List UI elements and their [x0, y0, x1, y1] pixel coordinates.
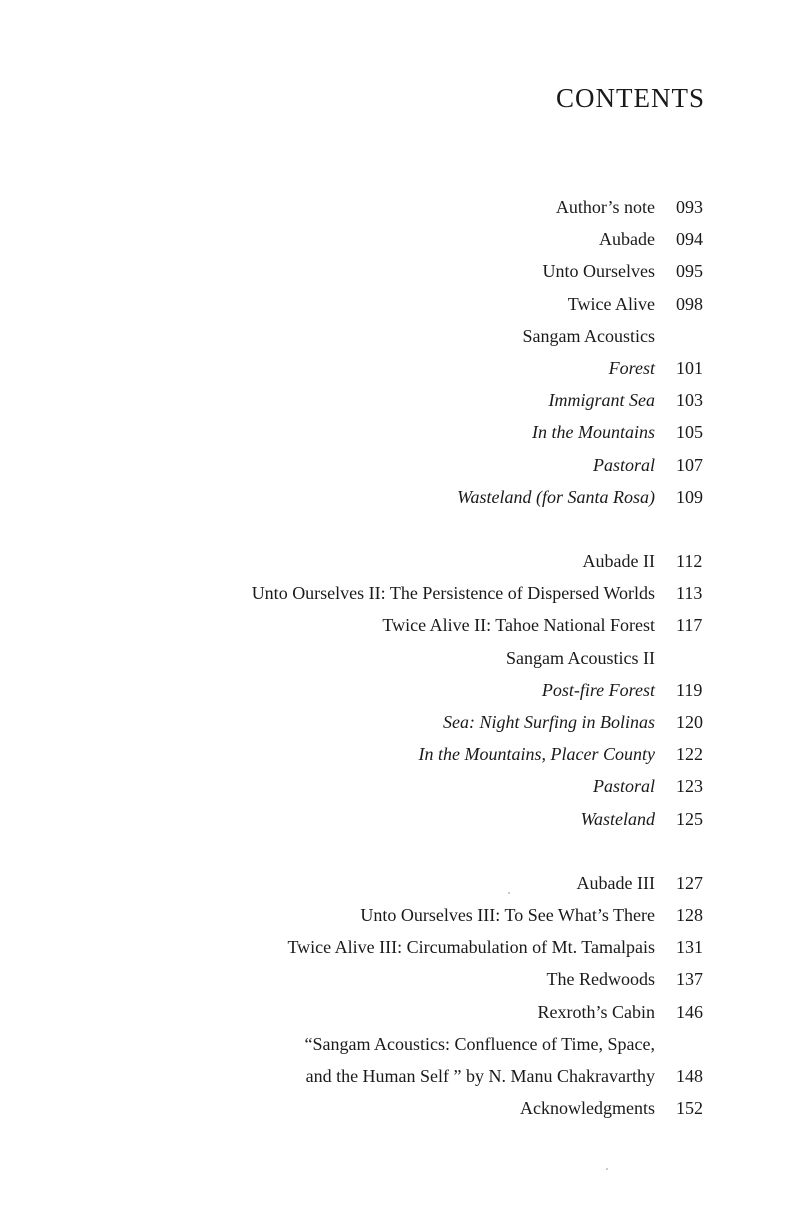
- toc-entry-page: 109: [676, 487, 703, 507]
- toc-entry-title: In the Mountains: [532, 422, 655, 442]
- toc-entry: [0, 352, 790, 384]
- toc-entry-title: Sangam Acoustics: [522, 326, 655, 346]
- toc-entry: [0, 996, 790, 1028]
- toc-entry-page: 146: [676, 1002, 703, 1022]
- toc-entry: [0, 931, 790, 963]
- toc-entry-title: Pastoral: [592, 455, 655, 475]
- toc-entry-page: 117: [676, 615, 703, 635]
- toc-entry: [0, 1028, 790, 1060]
- toc-entry: [0, 255, 790, 287]
- toc-entry: [0, 288, 790, 320]
- toc-entry: [0, 770, 790, 802]
- toc-entry-page: 107: [676, 455, 703, 475]
- toc-entry-page: 105: [676, 422, 703, 442]
- toc-entry: [0, 384, 790, 416]
- toc-entry-page: 148: [676, 1066, 703, 1086]
- toc-entry-page: 113: [676, 583, 703, 603]
- toc-entry: [0, 803, 790, 835]
- toc-entry-title: Sangam Acoustics II: [506, 648, 655, 668]
- toc-entry-title: Immigrant Sea: [548, 390, 655, 410]
- toc-entry: [0, 545, 790, 577]
- toc-entry: [0, 320, 790, 352]
- toc-entry: [0, 191, 790, 223]
- toc-entry: [0, 223, 790, 255]
- paper-speck: [508, 892, 510, 894]
- toc-entry-title: Aubade: [599, 229, 655, 249]
- toc-entry-title: Post-fire Forest: [541, 680, 655, 700]
- toc-entry-page: 101: [676, 358, 703, 378]
- toc-entry-page: 119: [676, 680, 703, 700]
- toc-entry: [0, 738, 790, 770]
- toc-entry-page: 120: [676, 712, 703, 732]
- toc-entry-title: The Redwoods: [546, 969, 655, 989]
- toc-entry: [0, 867, 790, 899]
- toc-entry-page: 094: [676, 229, 703, 249]
- toc-entry: [0, 481, 790, 513]
- toc-entry: [0, 963, 790, 995]
- toc-entry-page: 152: [676, 1098, 703, 1118]
- toc-entry: [0, 1060, 790, 1092]
- toc-entry-title: Twice Alive: [567, 294, 655, 314]
- toc-entry: [0, 1092, 790, 1124]
- toc-entry-title: Pastoral: [592, 776, 655, 796]
- toc-entry-title: Acknowledgments: [520, 1098, 655, 1118]
- toc-entry-page: 128: [676, 905, 703, 925]
- toc-entry-page: 137: [676, 969, 703, 989]
- toc-entry-title: Wasteland: [580, 809, 655, 829]
- toc-entry-title: Wasteland (for Santa Rosa): [457, 487, 655, 507]
- toc-entry-title: Rexroth’s Cabin: [537, 1002, 655, 1022]
- toc-entry-title: Unto Ourselves III: To See What’s There: [360, 905, 655, 925]
- toc-entry-page: 125: [676, 809, 703, 829]
- toc-entry: [0, 642, 790, 674]
- toc-entry: [0, 609, 790, 641]
- paper-speck: [606, 1168, 608, 1170]
- toc-entry-page: 122: [676, 744, 703, 764]
- toc-entry: [0, 899, 790, 931]
- toc-entry-title: “Sangam Acoustics: Confluence of Time, Space,: [304, 1034, 655, 1054]
- toc-entry-title: Sea: Night Surfing in Bolinas: [442, 712, 655, 732]
- toc-entry-page: 123: [676, 776, 703, 796]
- toc-entry-title: In the Mountains, Placer County: [418, 744, 655, 764]
- toc-entry-title: and the Human Self ” by N. Manu Chakravarthy: [305, 1066, 655, 1086]
- toc-entry-page: 095: [676, 261, 703, 281]
- toc-entry-title: Aubade II: [582, 551, 655, 571]
- toc-entry: [0, 449, 790, 481]
- toc-entry-page: 103: [676, 390, 703, 410]
- toc-entry-title: Twice Alive II: Tahoe National Forest: [382, 615, 655, 635]
- page-title: CONTENTS: [556, 83, 705, 113]
- toc-entry-title: Author’s note: [555, 197, 655, 217]
- toc-entry-title: Twice Alive III: Circumabulation of Mt. Tamalpais: [287, 937, 655, 957]
- toc-entry-page: 131: [676, 937, 703, 957]
- toc-entry-page: 093: [676, 197, 703, 217]
- toc-entry: [0, 577, 790, 609]
- toc-entry-page: 127: [676, 873, 703, 893]
- toc-entry-title: Forest: [608, 358, 655, 378]
- toc-entry-title: Unto Ourselves II: The Persistence of Dispersed Worlds: [251, 583, 655, 603]
- toc-entry-page: 098: [676, 294, 703, 314]
- toc-entry: [0, 416, 790, 448]
- toc-entry-title: Aubade III: [576, 873, 655, 893]
- toc-entry: [0, 674, 790, 706]
- toc-entry-title: Unto Ourselves: [542, 261, 655, 281]
- toc-entry-page: 112: [676, 551, 703, 571]
- toc-entry: [0, 706, 790, 738]
